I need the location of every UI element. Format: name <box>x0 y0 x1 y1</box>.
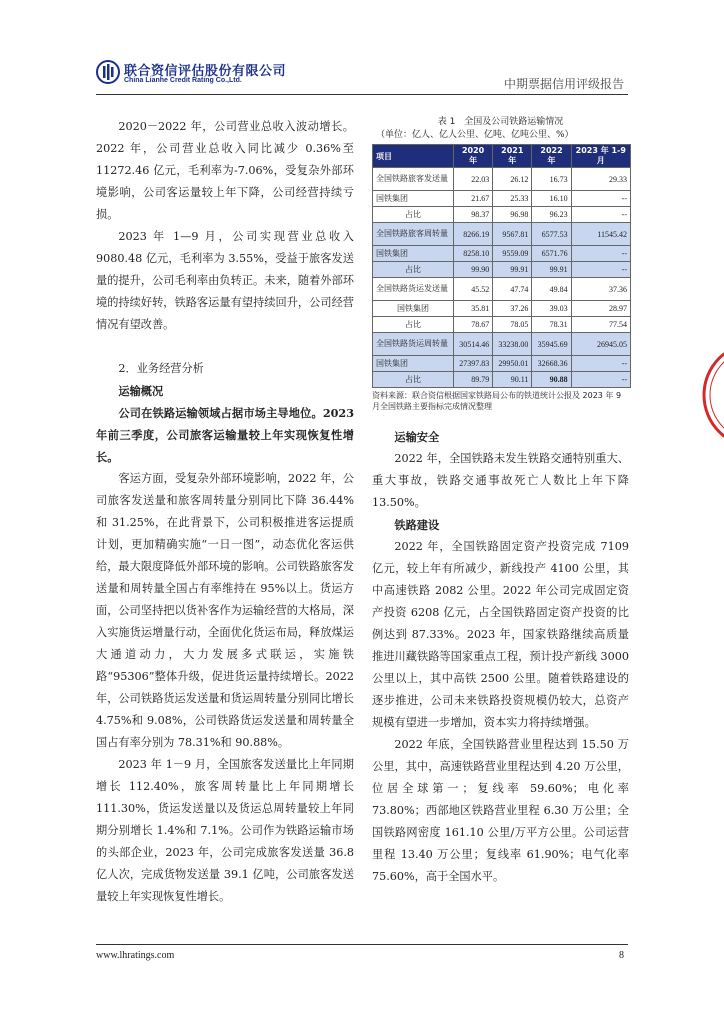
table-row <box>373 262 631 278</box>
table-cell: 47.74 <box>493 278 532 301</box>
table-cell: 33238.00 <box>493 333 532 356</box>
table-cell: 全国铁路货运发送量 <box>373 278 454 301</box>
report-type: 中期票据信用评级报告 <box>503 77 624 91</box>
table-cell: 9567.81 <box>493 223 532 246</box>
table-cell: -- <box>571 207 630 223</box>
table-cell: -- <box>571 246 630 262</box>
table-cell: 49.84 <box>532 278 571 301</box>
table-row <box>373 191 631 207</box>
footer-website: www.lhratings.com <box>96 950 175 961</box>
table-cell: 国铁集团 <box>373 191 454 207</box>
table-cell: 25.33 <box>493 191 532 207</box>
paragraph-2023-volume: 2023 年 1－9 月，全国旅客发送量比上年同期增长 112.40%，旅客周转量比上年同期增长 111.30%，货运发送量以及货运总周转量较上年同期分别增长 1.4%和 7.1%。公司作为铁路运输市场的头部企业，2023 年，公司完成旅客发送量 36.8 亿人次，完成货物发送量 39.1 亿吨，公司旅客发送量较上年实现恢复性增长。 <box>96 758 354 903</box>
table-cell: 37.26 <box>493 301 532 317</box>
right-column <box>372 116 629 888</box>
paragraph-revenue-2023: 2023 年 1—9 月，公司实现营业总收入 9080.48 亿元，毛利率为 3.55%，受益于旅客发送量的提升，公司毛利率由负转正。未来，随着外部环境的持续好转，铁路客运量有望持续回升，公司经营情况有望改善。 <box>96 230 354 331</box>
table-header-cell: 2020 年 <box>454 145 493 168</box>
table-cell: 29.33 <box>571 168 630 191</box>
table-row <box>373 168 631 191</box>
company-name-cn: 联合资信评估股份有限公司 <box>124 64 287 79</box>
section-heading: 2．业务经营分析 <box>118 362 204 375</box>
table-cell: 6571.76 <box>532 246 571 262</box>
table-cell: 39.03 <box>532 301 571 317</box>
paragraph-safety: 2022 年，全国铁路未发生铁路交通特别重大、重大事故，铁路交通事故死亡人数比上年下降 13.50%。 <box>372 452 629 509</box>
table-row <box>373 356 631 372</box>
table-cell: 占比 <box>373 317 454 333</box>
table-cell: 全国铁路货运周转量 <box>373 333 454 356</box>
table-cell: 26.12 <box>493 168 532 191</box>
table-cell: 78.67 <box>454 317 493 333</box>
table-cell: 27397.83 <box>454 356 493 372</box>
table-cell: 99.91 <box>493 262 532 278</box>
paragraph-mileage: 2022 年底，全国铁路营业里程达到 15.50 万公里，其中，高速铁路营业里程达到 4.20 万公里，位居全球第一；复线率 59.60%；电化率 73.80%；西部地区铁路营业里程 6.30 万公里；全国铁路网密度 161.10 公里/万平方公里。公司运营里程 13.40 万公里；复线率 61.90%；电气化率 75.60%，高于全国水平。 <box>372 738 629 883</box>
subsection-heading-safety: 运输安全 <box>394 430 440 444</box>
table-cell: 占比 <box>373 262 454 278</box>
table-cell: -- <box>571 356 630 372</box>
rail-transport-table <box>372 144 631 388</box>
table-cell: 16.73 <box>532 168 571 191</box>
table-cell: 78.05 <box>493 317 532 333</box>
table-cell: 89.79 <box>454 372 493 388</box>
table-cell: 全国铁路旅客周转量 <box>373 223 454 246</box>
table-cell: 96.98 <box>493 207 532 223</box>
paragraph-passenger-freight: 客运方面，受复杂外部环境影响，2022 年，公司旅客发送量和旅客周转量分别同比下降 36.44%和 31.25%，在此背景下，公司积极推进客运提质计划，更加精确实施“一日一图”，动态优化客运供给，最大限度降低外部环境的影响。公司铁路旅客发送量和周转量全国占有率维持在 95%以上。货运方面，公司坚持把以货补客作为运输经营的大格局，深入实施货运增量行动，全面优化货运布局，释放煤运大通道动力，大力发展多式联运，实施铁路“95306”整体升级，促进货运量持续增长。2022 年，公司铁路货运发送量和货运周转量分别同比增长 4.75%和 9.08%，公司铁路货运发送量和周转量全国占有率分别为 78.31%和 90.88%。 <box>96 472 354 749</box>
table-header-row <box>373 145 631 168</box>
table-cell: -- <box>571 191 630 207</box>
table-header-cell: 2022 年 <box>532 145 571 168</box>
left-column <box>96 116 354 908</box>
company-name-en: China Lianhe Credit Rating Co.,Ltd. <box>124 77 242 84</box>
table-cell: 全国铁路旅客发送量 <box>373 168 454 191</box>
paragraph-revenue-2022: 2020－2022 年，公司营业总收入波动增长。2022 年，公司营业总收入同比减少 0.36%至 11272.46 亿元，毛利率为-7.06%，受复杂外部环境影响，公司客运量较上年下降，公司经营持续亏损。 <box>96 120 354 221</box>
table-cell: 35.81 <box>454 301 493 317</box>
paragraph-investment: 2022 年，全国铁路固定资产投资完成 7109 亿元，较上年有所减少，新线投产 4100 公里，其中高速铁路 2082 公里。2022 年公司完成固定资产投资 6208 亿元，占全国铁路固定资产投资的比例达到 87.33%。2023 年，国家铁路继续高质量推进川藏铁路等国家重点工程，预计投产新线 3000 公里以上，其中高铁 2500 公里。随着铁路建设的逐步推进，公司未来铁路投资规模仍较大，总资产规模有望进一步增加，资本实力将持续增强。 <box>372 540 629 729</box>
table-cell: 99.90 <box>454 262 493 278</box>
table-row <box>373 317 631 333</box>
table-cell: 国铁集团 <box>373 301 454 317</box>
table-cell: 占比 <box>373 207 454 223</box>
table-source-note: 资料来源：联合资信根据国家铁路局公布的铁道统计公报及 2023 年 9 月全国铁路主要指标完成情况整理 <box>372 391 622 411</box>
table-cell: 11545.42 <box>571 223 630 246</box>
table-row <box>373 223 631 246</box>
table-cell: 26945.05 <box>571 333 630 356</box>
table-cell: 90.88 <box>532 372 571 388</box>
table-cell: 28.97 <box>571 301 630 317</box>
table-cell: 98.37 <box>454 207 493 223</box>
table-cell: 78.31 <box>532 317 571 333</box>
table-row <box>373 246 631 262</box>
table-cell: 45.52 <box>454 278 493 301</box>
table-cell: 99.91 <box>532 262 571 278</box>
header-divider <box>96 94 628 95</box>
table-row <box>373 333 631 356</box>
table-cell: 30514.46 <box>454 333 493 356</box>
table-cell: 9559.09 <box>493 246 532 262</box>
table-cell: 8266.19 <box>454 223 493 246</box>
table-cell: 22.03 <box>454 168 493 191</box>
table-cell: -- <box>571 372 630 388</box>
table-cell: 32668.36 <box>532 356 571 372</box>
table-cell: 90.11 <box>493 372 532 388</box>
key-finding: 公司在铁路运输领域占据市场主导地位。2023 年前三季度，公司旅客运输量较上年实现恢复性增长。 <box>96 406 354 464</box>
table-cell: 21.67 <box>454 191 493 207</box>
table-cell: 国铁集团 <box>373 356 454 372</box>
company-seal-icon <box>696 340 724 450</box>
table-cell: 8258.10 <box>454 246 493 262</box>
table-title: 表 1 全国及公司铁路运输情况 <box>437 117 564 127</box>
table-row <box>373 207 631 223</box>
table-cell: 37.36 <box>571 278 630 301</box>
page-number: 8 <box>619 950 624 961</box>
table-cell: 6577.53 <box>532 223 571 246</box>
table-row <box>373 278 631 301</box>
table-header-cell: 2023 年 1-9 月 <box>571 145 630 168</box>
footer-divider <box>96 944 628 945</box>
table-cell: 96.23 <box>532 207 571 223</box>
table-header-cell: 2021 年 <box>493 145 532 168</box>
lianhe-logo-icon <box>96 60 120 84</box>
subsection-heading-construction: 铁路建设 <box>394 518 440 532</box>
table-cell: 16.10 <box>532 191 571 207</box>
table-unit: （单位：亿人、亿人公里、亿吨、亿吨公里、%） <box>376 130 574 140</box>
table-cell: -- <box>571 262 630 278</box>
table-cell: 国铁集团 <box>373 246 454 262</box>
subsection-heading-transport: 运输概况 <box>118 384 164 398</box>
table-cell: 29950.01 <box>493 356 532 372</box>
table-cell: 35945.69 <box>532 333 571 356</box>
table-header-cell: 项目 <box>373 145 454 168</box>
table-cell: 占比 <box>373 372 454 388</box>
table-row <box>373 372 631 388</box>
table-cell: 77.54 <box>571 317 630 333</box>
table-row <box>373 301 631 317</box>
